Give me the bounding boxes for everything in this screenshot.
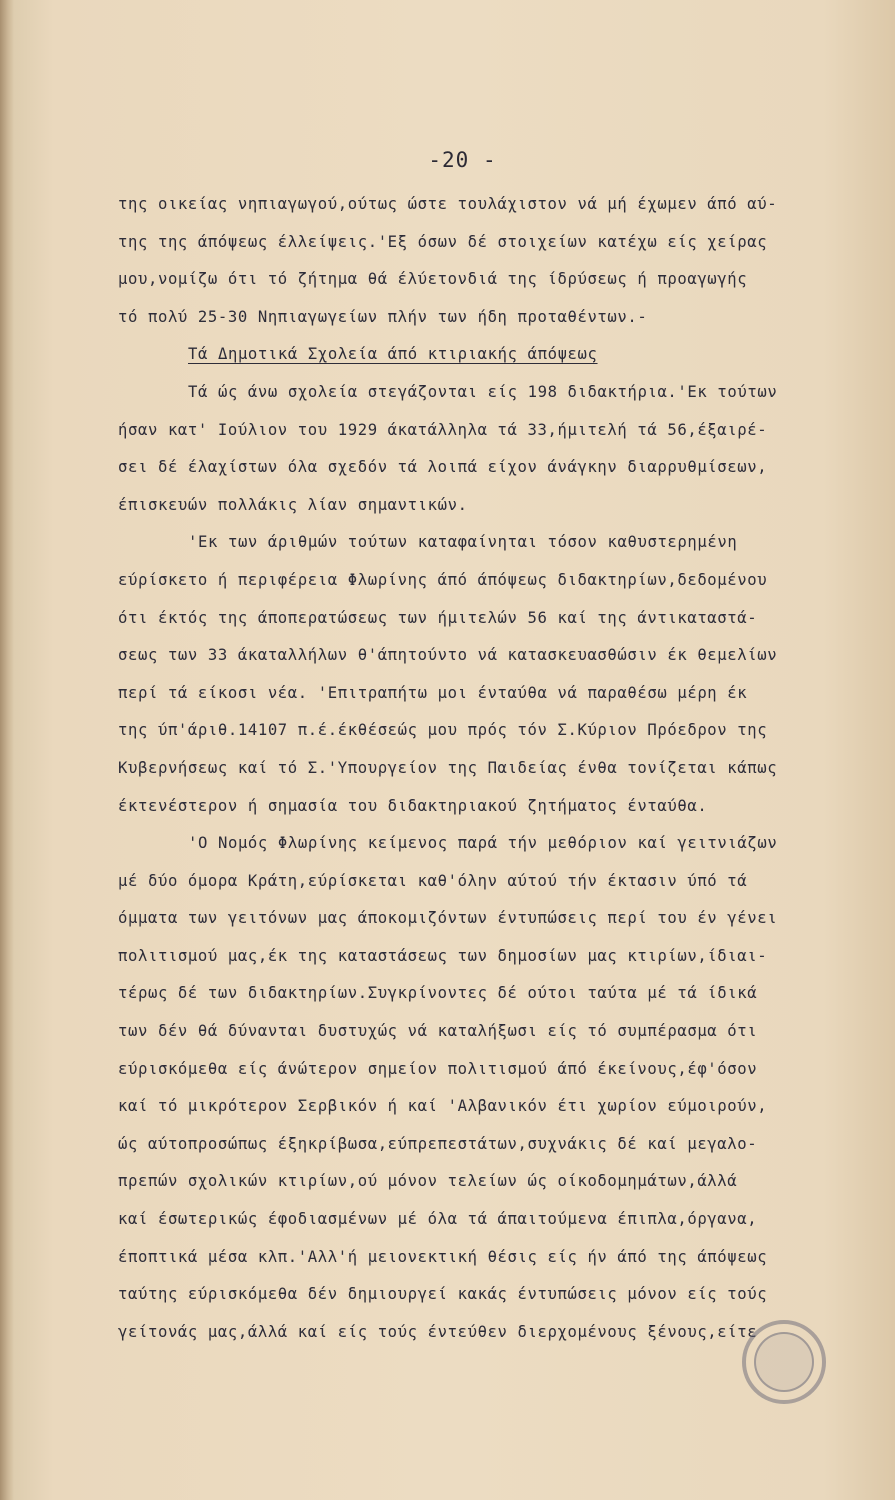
text-line: εύρισκόμεθα είς άνώτερον σημείον πολιτισμού άπό έκείνους,έφ'όσον <box>118 1059 758 1078</box>
text-line: καί τό μικρότερον Σερβικόν ή καί 'Αλβανικόν έτι χωρίον εύμοιρούν, <box>118 1097 768 1116</box>
text-line: της της άπόψεως έλλείψεις.'Εξ όσων δέ στοιχείων κατέχω είς χείρας <box>118 232 768 251</box>
text-line: ότι έκτός της άποπερατώσεως των ήμιτελών 56 καί της άντικαταστά- <box>118 608 758 627</box>
text-line: μέ δύο όμορα Κράτη,εύρίσκεται καθ'όλην αύτού τήν έκτασιν ύπό τά <box>118 871 748 890</box>
text-line: της ύπ'άριθ.14107 π.έ.έκθέσεώς μου πρός τόν Σ.Κύριον Πρόεδρον της <box>118 721 768 740</box>
text-line: γείτονάς μας,άλλά καί είς τούς έντεύθεν διερχομένους ξένους,είτε <box>118 1322 758 1341</box>
text-line: 'Ο Νομός Φλωρίνης κείμενος παρά τήν μεθόριον καί γειτνιάζων <box>188 834 778 853</box>
text-line: σεως των 33 άκαταλλήλων θ'άπητούντο νά κατασκευασθώσιν έκ θεμελίων <box>118 646 778 665</box>
text-line: καί έσωτερικώς έφοδιασμένων μέ όλα τά άπαιτούμενα έπιπλα,όργανα, <box>118 1210 758 1229</box>
text-line: έποπτικά μέσα κλπ.'Αλλ'ή μειονεκτική θέσις είς ήν άπό της άπόψεως <box>118 1247 768 1266</box>
text-line: όμματα των γειτόνων μας άποκομιζόντων έντυπώσεις περί του έν γένει <box>118 909 778 928</box>
text-line: των δέν θά δύνανται δυστυχώς νά καταλήξωσι είς τό συμπέρασμα ότι <box>118 1022 758 1041</box>
text-line: έπισκευών πολλάκις λίαν σημαντικών. <box>118 495 468 514</box>
text-line: έκτενέστερον ή σημασία του διδακτηριακού ζητήματος ένταύθα. <box>118 796 708 815</box>
document-body <box>118 186 858 1351</box>
text-line: ήσαν κατ' Ιούλιον του 1929 άκατάλληλα τά 33,ήμιτελή τά 56,έξαιρέ- <box>118 420 768 439</box>
text-line: ώς αύτοπροσώπως έξηκρίβωσα,εύπρεπεστάτων,συχνάκις δέ καί μεγαλο- <box>118 1134 758 1153</box>
text-line: ταύτης εύρισκόμεθα δέν δημιουργεί κακάς έντυπώσεις μόνον είς τούς <box>118 1285 768 1304</box>
text-line: πρεπών σχολικών κτιρίων,ού μόνον τελείων ώς οίκοδομημάτων,άλλά <box>118 1172 738 1191</box>
text-line: 'Εκ των άριθμών τούτων καταφαίνηται τόσον καθυστερημένη <box>188 533 738 552</box>
page-number: -20 - <box>428 148 497 172</box>
text-line: τέρως δέ των διδακτηρίων.Συγκρίνοντες δέ ούτοι ταύτα μέ τά ίδικά <box>118 984 758 1003</box>
text-line: Κυβερνήσεως καί τό Σ.'Υπουργείον της Παιδείας ένθα τονίζεται κάπως <box>118 758 778 777</box>
text-line: Τά ώς άνω σχολεία στεγάζονται είς 198 διδακτήρια.'Εκ τούτων <box>188 382 778 401</box>
text-line: περί τά είκοσι νέα. 'Επιτραπήτω μοι ένταύθα νά παραθέσω μέρη έκ <box>118 683 748 702</box>
archive-stamp-icon <box>742 1320 826 1404</box>
text-line: σει δέ έλαχίστων όλα σχεδόν τά λοιπά είχον άνάγκην διαρρυθμίσεων, <box>118 458 768 477</box>
text-line: εύρίσκετο ή περιφέρεια Φλωρίνης άπό άπόψεως διδακτηρίων,δεδομένου <box>118 570 768 589</box>
page-binding-edge <box>0 0 14 1500</box>
text-line: μου,νομίζω ότι τό ζήτημα θά έλύετονδιά της ίδρύσεως ή προαγωγής <box>118 270 748 289</box>
text-line: πολιτισμού μας,έκ της καταστάσεως των δημοσίων μας κτιρίων,ίδιαι- <box>118 946 768 965</box>
section-heading: Τά Δημοτικά Σχολεία άπό κτιριακής άπόψεως <box>188 345 598 364</box>
archive-stamp-inner <box>754 1332 814 1392</box>
section-heading-line <box>118 336 858 374</box>
text-line: τό πολύ 25-30 Νηπιαγωγείων πλήν των ήδη προταθέντων.- <box>118 307 648 326</box>
text-line: της οικείας νηπιαγωγού,ούτως ώστε τουλάχιστον νά μή έχωμεν άπό αύ- <box>118 195 778 213</box>
